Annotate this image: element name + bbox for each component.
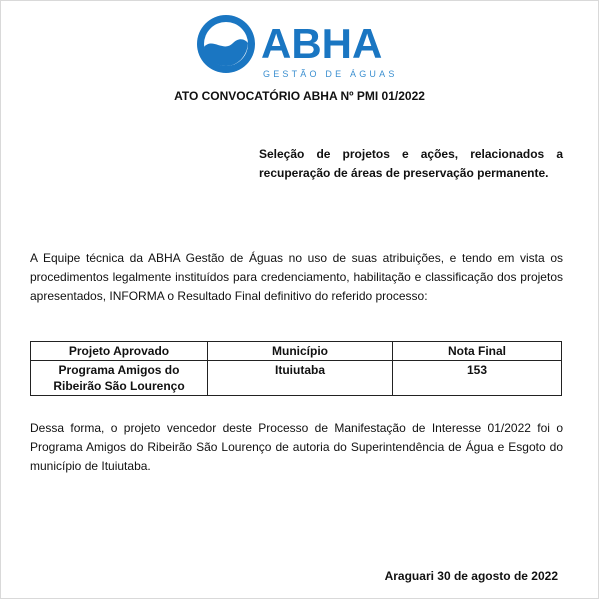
conclusion-paragraph: Dessa forma, o projeto vencedor deste Processo de Manifestação de Interesse 01/2022 foi o Programa Amigos do Ribeirão São Lourenço de autoria do Superintendência de Água e Esgoto do município de Ituiutaba.: [30, 421, 563, 473]
abha-logo: [195, 13, 405, 79]
water-wave-icon: [195, 13, 257, 75]
cell-nota: 153: [393, 361, 562, 396]
subject-text: Seleção de projetos e ações, relacionados a recuperação de áreas de preservação permanente.: [259, 147, 563, 180]
header-nota: Nota Final: [393, 342, 562, 361]
header-municipio: Município: [208, 342, 393, 361]
signature-date: Araguari 30 de agosto de 2022: [384, 569, 558, 583]
results-table: [30, 341, 562, 396]
logo-name: ABHA: [261, 20, 383, 67]
table-header-row: [31, 342, 562, 361]
document-title: ATO CONVOCATÓRIO ABHA Nº PMI 01/2022: [174, 89, 425, 103]
table-row: [31, 361, 562, 396]
cell-municipio: Ituiutaba: [208, 361, 393, 396]
cell-projeto: Programa Amigos do Ribeirão São Lourenço: [31, 361, 208, 396]
intro-paragraph: A Equipe técnica da ABHA Gestão de Águas no uso de suas atribuições, e tendo em vista os procedimentos legalmente instituídos para credenciamento, habilitação e classificação dos projetos apresentados, INFORMA o Resultado Final definitivo do referido processo:: [30, 251, 563, 303]
logo-subtitle: GESTÃO DE ÁGUAS: [263, 69, 398, 79]
header-projeto: Projeto Aprovado: [31, 342, 208, 361]
